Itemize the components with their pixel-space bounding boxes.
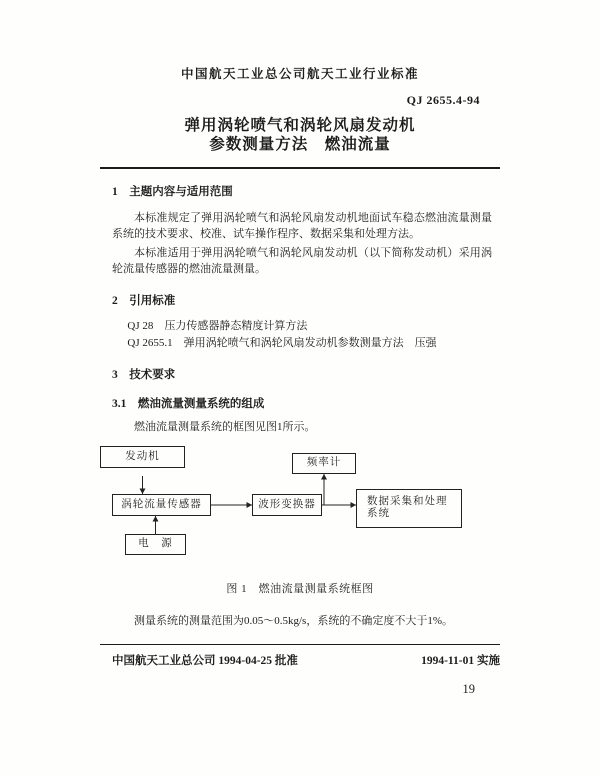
section-1-paragraph-1: 本标准规定了弹用涡轮喷气和涡轮风扇发动机地面试车稳态燃油流量测量系统的技术要求、校准、试车操作程序、数据采集和处理方法。 [112,211,492,240]
diagram-box-frequency-meter: 频率计 [292,453,356,474]
section-2-reference-1: QJ 28 压力传感器静态精度计算方法 [127,320,308,332]
page-number: 19 [462,682,475,696]
figure-1-caption: 图 1 燃油流量测量系统框图 [226,582,374,595]
section-3-1-heading: 3.1 燃油流量测量系统的组成 [112,397,265,410]
diagram-box-turbine-flow-sensor: 涡轮流量传感器 [112,494,211,516]
section-3-1-paragraph: 燃油流量测量系统的框图见图1所示。 [134,421,316,433]
diagram-box-daq-system [356,489,462,528]
standard-number: QJ 2655.4-94 [406,93,480,107]
figure-1-diagram [100,446,500,568]
diagram-box-waveform-converter: 波形变换器 [252,494,322,516]
diagram-box-engine: 发动机 [100,446,185,468]
section-1-paragraph-2: 本标准适用于弹用涡轮喷气和涡轮风扇发动机（以下简称发动机）采用涡轮流量传感器的燃油流量测量。 [112,246,492,275]
daq-label-line-1: 数据采集和处理 [367,496,448,507]
title-line-1: 弹用涡轮喷气和涡轮风扇发动机 [184,117,416,134]
section-1-heading: 1 主题内容与适用范围 [112,186,233,198]
approval-line: 中国航天工业总公司 1994-04-25 批准 [112,655,298,667]
footer [100,652,500,668]
measurement-range-note: 测量系统的测量范围为0.05～0.5kg/s，系统的不确定度不大于1%。 [134,614,453,627]
standard-org-line: 中国航天工业总公司航天工业行业标准 [180,67,419,81]
daq-label-line-2: 系统 [367,508,390,519]
section-2-reference-2: QJ 2655.1 弹用涡轮喷气和涡轮风扇发动机参数测量方法 压强 [127,337,437,349]
footer-rule [100,644,500,645]
section-3-heading: 3 技术要求 [112,369,176,381]
diagram-box-power-supply: 电 源 [125,534,186,555]
body-text-column [100,184,500,436]
document-title [100,116,500,154]
header-rule [100,167,500,169]
section-2-heading: 2 引用标准 [112,294,176,307]
implementation-line: 1994-11-01 实施 [421,655,500,667]
title-line-2: 参数测量方法 燃油流量 [209,136,391,153]
